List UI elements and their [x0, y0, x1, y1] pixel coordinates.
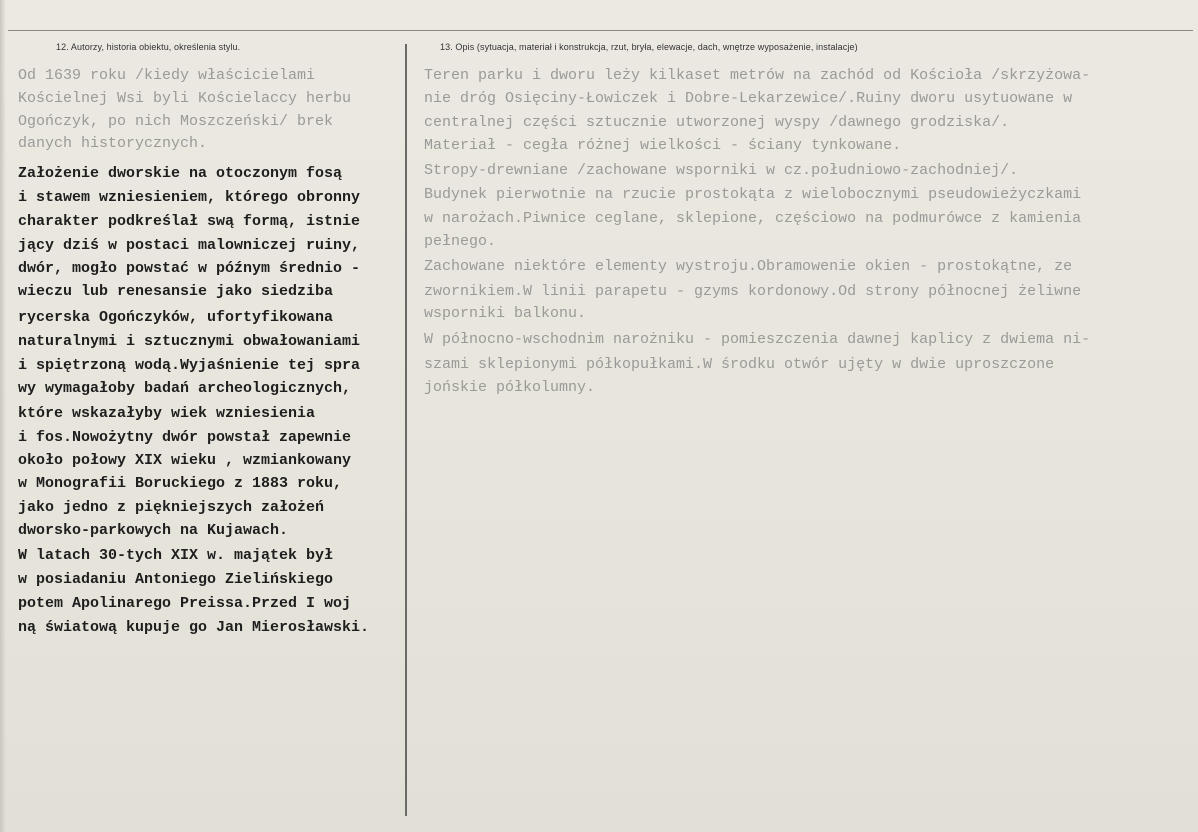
description-line: Materiał - cegła różnej wielkości - ściany tynkowane. [424, 137, 902, 154]
history-line: jako jedno z piękniejszych założeń [18, 499, 325, 516]
history-line: dworsko-parkowych na Kujawach. [18, 522, 289, 539]
history-line: około połowy XIX wieku , wzmiankowany [18, 452, 352, 469]
description-line: Teren parku i dworu leży kilkaset metrów na zachód od Kościoła /skrzyżowa- [424, 67, 1091, 84]
description-line: nie dróg Osięciny-Łowiczek i Dobre-Lekarzewice/.Ruiny dworu usytuowane w [424, 90, 1073, 107]
column-divider [405, 44, 407, 816]
description-line: centralnej części sztucznie utworzonej wyspy /dawnego grodziska/. [424, 114, 1010, 131]
description-line: Zachowane niektóre elementy wystroju.Obramowenie okien - prostokątne, ze [424, 258, 1073, 275]
description-line: pełnego. [424, 233, 497, 250]
history-line: w posiadaniu Antoniego Zielińskiego [18, 571, 334, 588]
description-line: Stropy-drewniane /zachowane wsporniki w cz.południowo-zachodniej/. [424, 162, 1019, 179]
history-line: ną światową kupuje go Jan Mierosławski. [18, 619, 370, 636]
history-line: Założenie dworskie na otoczonym fosą [18, 165, 343, 182]
description-line: wsporniki balkonu. [424, 305, 587, 322]
history-faint-line: Kościelnej Wsi byli Kościelaccy herbu [18, 90, 352, 107]
history-faint-line: Od 1639 roku /kiedy właścicielami [18, 67, 316, 84]
description-line: szami sklepionymi półkopułkami.W środku otwór ujęty w dwie uproszczone [424, 356, 1055, 373]
history-line: w Monografii Boruckiego z 1883 roku, [18, 475, 343, 492]
description-line: zwornikiem.W linii parapetu - gzyms kordonowy.Od strony północnej żeliwne [424, 283, 1082, 300]
history-line: rycerska Ogończyków, ufortyfikowana [18, 309, 334, 326]
history-line: charakter podkreślał swą formą, istnie [18, 213, 361, 230]
description-line: w narożach.Piwnice ceglane, sklepione, częściowo na podmurówce z kamienia [424, 210, 1082, 227]
history-line: wy wymagałoby badań archeologicznych, [18, 380, 352, 397]
history-line: i spiętrzoną wodą.Wyjaśnienie tej spra [18, 357, 361, 374]
history-faint-line: Ogończyk, po nich Moszczeński/ brek [18, 113, 334, 130]
history-line: i stawem wzniesieniem, którego obronny [18, 189, 361, 206]
description-line: jońskie półkolumny. [424, 379, 596, 396]
history-faint-line: danych historycznych. [18, 135, 208, 152]
history-line: które wskazałyby wiek wzniesienia [18, 405, 316, 422]
left-section-header: 12. Autorzy, historia obiektu, określenia stylu. [56, 42, 241, 52]
card-edge-shadow [0, 0, 6, 832]
history-line: wieczu lub renesansie jako siedziba [18, 283, 334, 300]
right-section-header: 13. Opis (sytuacja, materiał i konstrukcja, rzut, bryła, elewacje, dach, wnętrze wyposażenie, instalacje) [440, 42, 858, 52]
history-line: dwór, mogło powstać w późnym średnio - [18, 260, 361, 277]
history-line: i fos.Nowożytny dwór powstał zapewnie [18, 429, 352, 446]
description-line: Budynek pierwotnie na rzucie prostokąta z wielobocznymi pseudowieżyczkami [424, 186, 1082, 203]
history-line: naturalnymi i sztucznymi obwałowaniami [18, 333, 361, 350]
history-line: jący dziś w postaci malowniczej ruiny, [18, 237, 361, 254]
history-line: W latach 30-tych XIX w. majątek był [18, 547, 334, 564]
top-rule [8, 30, 1193, 31]
history-line: potem Apolinarego Preissa.Przed I woj [18, 595, 352, 612]
description-line: W północno-wschodnim narożniku - pomieszczenia dawnej kaplicy z dwiema ni- [424, 331, 1091, 348]
